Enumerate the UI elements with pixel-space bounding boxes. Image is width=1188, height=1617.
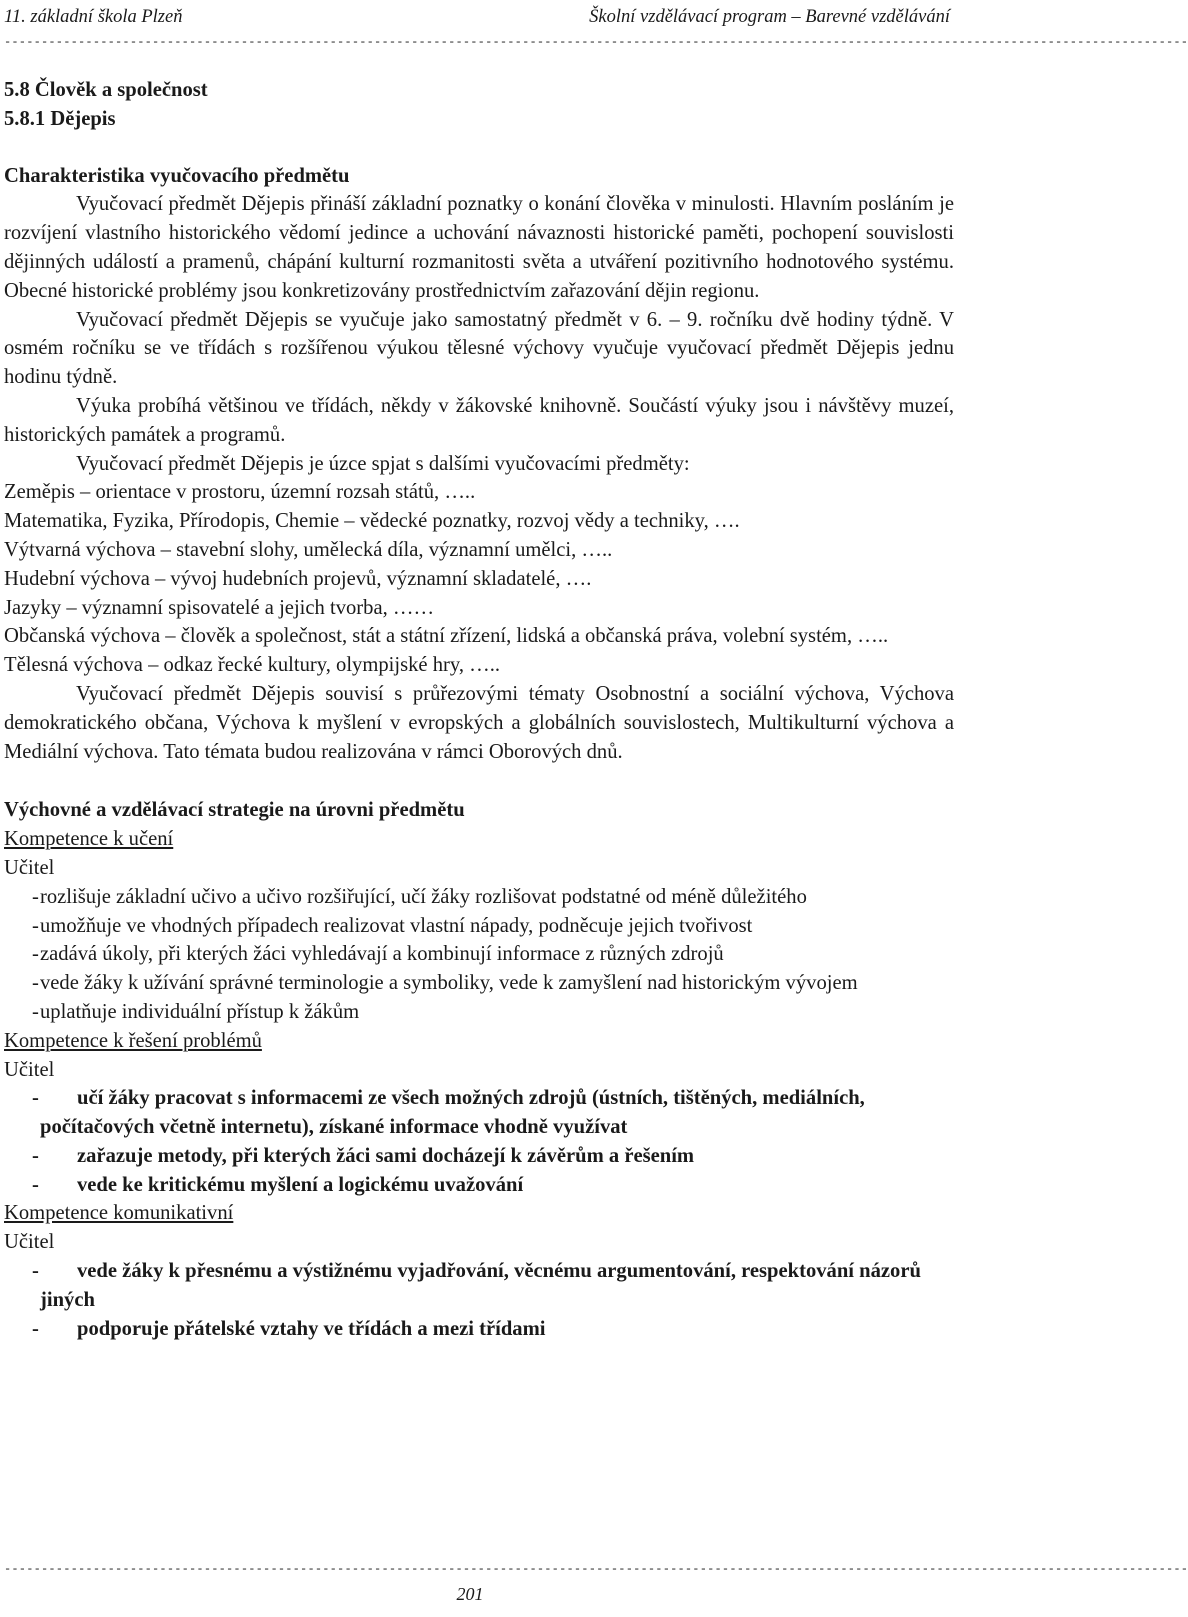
list-item (4, 998, 954, 1027)
list-item (4, 1257, 954, 1315)
list-item-text: uplatňuje individuální přístup k žákům (40, 1000, 360, 1023)
header-school-name: 11. základní škola Plzeň (4, 7, 183, 27)
list-item-text: vede žáky k užívání správné terminologie a symboliky, vede k zamyšlení nad historickým vývojem (40, 972, 858, 995)
competence-title: Kompetence k učení (4, 828, 174, 851)
header-program-name: Školní vzdělávací program – Barevné vzdělávání (589, 7, 950, 27)
teacher-label: Učitel (4, 1058, 55, 1081)
teacher-label: Učitel (4, 1231, 55, 1254)
list-item (4, 1171, 954, 1200)
list-item (4, 1315, 954, 1344)
relation-line: Matematika, Fyzika, Přírodopis, Chemie – vědecké poznatky, rozvoj vědy a techniky, …. (4, 510, 740, 533)
competence-list (4, 1084, 954, 1199)
competence-title: Kompetence k řešení problémů (4, 1029, 262, 1052)
footer-divider: ---------------------------------------------------------------------------------------------------------------------------------------------------------------- (4, 1562, 1188, 1576)
paragraph: Vyučovací předmět Dějepis souvisí s průřezovými tématy Osobnostní a sociální výchova, Výchova demokratického občana, Výchova k myšlení v evropských a globálních souvislostech, Multikulturní výchova a Mediální výchova. Tato témata budou realizována v rámci Oborových dnů. (4, 682, 954, 763)
relation-line: Výtvarná výchova – stavební slohy, umělecká díla, významní umělci, ….. (4, 538, 613, 561)
list-item-text: podporuje přátelské vztahy ve třídách a mezi třídami (77, 1317, 546, 1340)
relation-line: Jazyky – významní spisovatelé a jejich tvorba, …… (4, 596, 435, 619)
list-item (4, 1084, 954, 1142)
list-item-text: umožňuje ve vhodných případech realizovat vlastní nápady, podněcuje jejich tvořivost (40, 914, 753, 937)
list-item-text: vede žáky k přesnému a výstižnému vyjadřování, věcnému argumentování, respektování názorů jiných (40, 1260, 921, 1311)
list-item (4, 940, 954, 969)
page-header (4, 4, 956, 30)
relation-line: Občanská výchova – člověk a společnost, stát a státní zřízení, lidská a občanská práva, volební systém, ….. (4, 625, 889, 648)
list-item (4, 883, 954, 912)
competence-list (4, 1257, 954, 1343)
header-divider: ---------------------------------------------------------------------------------------------------------------------------------------------------------------- (4, 35, 1188, 49)
list-item-text: zadává úkoly, při kterých žáci vyhledávají a kombinují informace z různých zdrojů (40, 943, 724, 966)
document-body (4, 76, 954, 1343)
characteristics-heading: Charakteristika vyučovacího předmětu (4, 164, 350, 187)
competence-title: Kompetence komunikativní (4, 1202, 234, 1225)
page-number: 201 (456, 1584, 484, 1604)
paragraph: Vyučovací předmět Dějepis přináší základní poznatky o konání člověka v minulosti. Hlavním posláním je rozvíjení vlastního historického vědomí jedince a uchování návaznosti historické paměti, pochopení souvislosti dějinných událostí a pramenů, chápání kulturní rozmanitosti světa a utváření pozitivního hodnotového systému. Obecné historické problémy jsou konkretizovány prostřednictvím zařazování dějin regionu. (4, 193, 954, 302)
paragraph: Vyučovací předmět Dějepis je úzce spjat s dalšími vyučovacími předměty: (76, 452, 690, 475)
teacher-label: Učitel (4, 856, 55, 879)
list-item-text: rozlišuje základní učivo a učivo rozšiřující, učí žáky rozlišovat podstatné od méně důležitého (40, 885, 807, 908)
relation-line: Tělesná výchova – odkaz řecké kultury, olympijské hry, ….. (4, 654, 501, 677)
strategies-heading: Výchovné a vzdělávací strategie na úrovni předmětu (4, 799, 465, 822)
section-heading: 5.8 Člověk a společnost (4, 79, 208, 101)
list-item (4, 1142, 954, 1171)
relation-line: Hudební výchova – vývoj hudebních projevů, významní skladatelé, …. (4, 567, 592, 590)
subsection-heading: 5.8.1 Dějepis (4, 107, 116, 130)
relation-line: Zeměpis – orientace v prostoru, územní rozsah států, ….. (4, 481, 476, 504)
list-item-text: učí žáky pracovat s informacemi ze všech možných zdrojů (ústních, tištěných, mediálních, počítačových včetně internetu), získané informace vhodně využívat (40, 1087, 865, 1139)
list-item (4, 969, 954, 998)
competence-list (4, 883, 954, 1027)
paragraph: Výuka probíhá většinou ve třídách, někdy v žákovské knihovně. Součástí výuky jsou i návštěvy muzeí, historických památek a programů. (4, 394, 954, 446)
list-item-text: vede ke kritickému myšlení a logickému uvažování (77, 1173, 524, 1196)
paragraph: Vyučovací předmět Dějepis se vyučuje jako samostatný předmět v 6. – 9. ročníku dvě hodiny týdně. V osmém ročníku se ve třídách s rozšířenou výukou tělesné výchovy vyučuje vyučovací předmět Dějepis jednu hodinu týdně. (4, 308, 954, 389)
list-item (4, 912, 954, 941)
list-item-text: zařazuje metody, při kterých žáci sami docházejí k závěrům a řešením (77, 1144, 695, 1167)
